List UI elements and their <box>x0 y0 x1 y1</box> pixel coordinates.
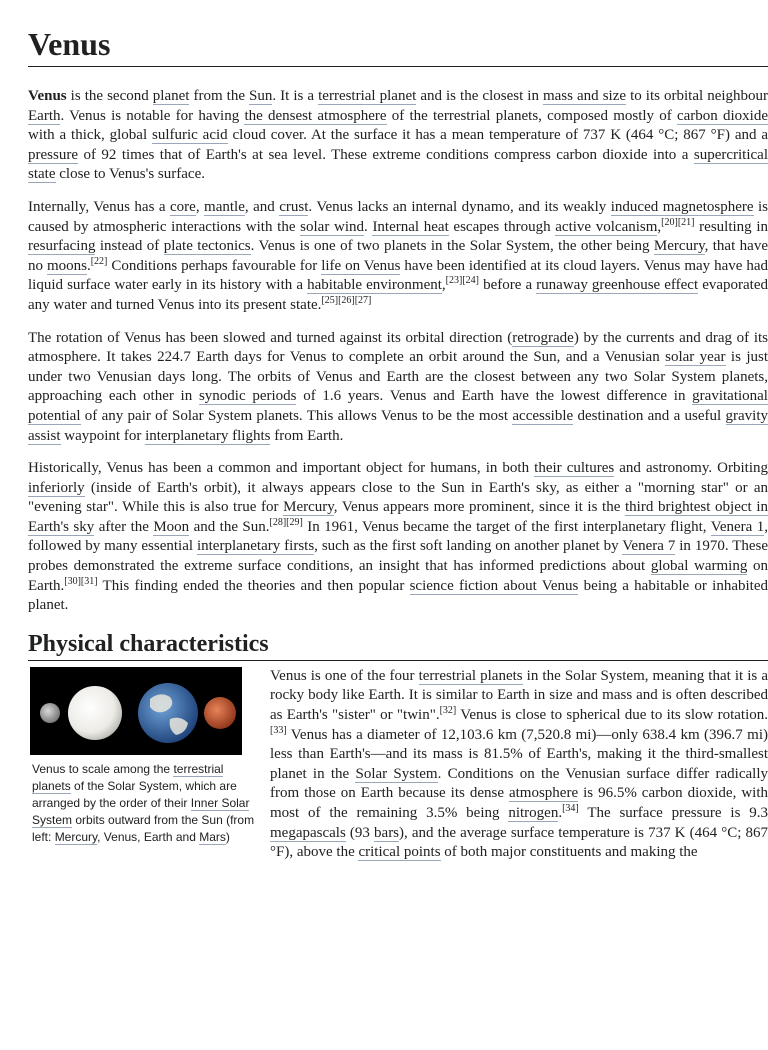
link-solar-wind[interactable]: solar wind <box>300 218 364 235</box>
link-megapascals[interactable]: megapascals <box>270 824 346 841</box>
link-sun[interactable]: Sun <box>249 88 273 104</box>
link-habitable-environment[interactable]: habitable environment <box>307 277 442 294</box>
link-bars[interactable]: bars <box>374 824 400 841</box>
mercury-icon <box>40 703 60 723</box>
link-interplanetary-flights[interactable]: interplanetary flights <box>145 427 271 444</box>
link-terrestrial-planets[interactable]: terrestrial planets <box>418 667 523 684</box>
link-solar-system[interactable]: Solar System <box>355 765 438 782</box>
link-runaway-greenhouse-effect[interactable]: runaway greenhouse effect <box>536 277 699 294</box>
planets-figure <box>28 667 260 846</box>
link-moon[interactable]: Moon <box>153 518 190 535</box>
page-title: Venus <box>28 26 768 67</box>
link-planet[interactable]: planet <box>152 88 190 104</box>
earth-icon <box>138 683 198 743</box>
link-retrograde[interactable]: retrograde <box>512 329 574 346</box>
link-mercury[interactable]: Mercury <box>283 499 334 516</box>
link-densest-atmosphere[interactable]: the densest atmosphere <box>244 107 387 124</box>
intro-paragraph-2: Internally, Venus has a core, mantle, and crust. Venus lacks an internal dynamo, and its weakly induced magnetosphere is caused by atmospheric interactions with the solar wind. Internal heat escapes through active volcanism,[20][21] resulting in resurfacing instead of plate tectonics. Venus is one of two planets in the Solar System, the other being Mercury, that have no moons.[22] Conditions perhaps favourable for life on Venus have been identified at its cloud layers. Venus may have had liquid surface water early in its history with a habitable environment,[23][24] before a runaway greenhouse effect evaporated any water and turned Venus into its present state.[25][26][27] <box>28 198 768 313</box>
link-inner-solar-system[interactable]: Inner Solar System <box>32 795 250 827</box>
link-venera-7[interactable]: Venera 7 <box>622 538 676 555</box>
intro-paragraph-1: Venus is the second planet from the Sun. It is a terrestrial planet and is the closest in mass and size to its orbital neighbour Earth. Venus is notable for having the densest atmosphere of the terrestrial planets, composed mostly of carbon dioxide with a thick, global sulfuric acid cloud cover. At the surface it has a mean temperature of 737 K (464 °C; 867 °F) and a pressure of 92 times that of Earth's at sea level. These extreme conditions compress carbon dioxide into a supercritical state close to Venus's surface. <box>28 88 768 183</box>
link-terrestrial-planets[interactable]: terrestrial planets <box>32 761 224 793</box>
link-synodic-periods[interactable]: synodic periods <box>198 388 297 405</box>
link-crust[interactable]: crust <box>279 198 309 215</box>
link-mercury[interactable]: Mercury <box>653 238 705 255</box>
planets-image[interactable] <box>30 667 242 755</box>
link-inferiorly[interactable]: inferiorly <box>28 479 85 496</box>
citation[interactable]: [30][31] <box>64 575 98 587</box>
venus-icon <box>68 686 122 740</box>
bold-term: Venus <box>28 88 67 104</box>
link-mercury[interactable]: Mercury <box>54 829 98 844</box>
link-mars[interactable]: Mars <box>199 829 226 844</box>
link-critical-points[interactable]: critical points <box>358 844 441 861</box>
link-solar-year[interactable]: solar year <box>665 349 726 366</box>
link-global-warming[interactable]: global warming <box>650 558 748 575</box>
article <box>28 26 768 863</box>
link-interplanetary-firsts[interactable]: interplanetary firsts <box>196 538 315 555</box>
link-core[interactable]: core <box>170 198 196 215</box>
link-mass-and-size[interactable]: mass and size <box>542 88 627 104</box>
link-carbon-dioxide[interactable]: carbon dioxide <box>676 107 768 124</box>
link-active-volcanism[interactable]: active volcanism <box>555 218 658 235</box>
link-earth[interactable]: Earth <box>28 107 61 124</box>
citation[interactable]: [20][21] <box>661 216 695 228</box>
link-accessible[interactable]: accessible <box>512 407 574 424</box>
citation[interactable]: [28][29] <box>269 516 303 528</box>
planets-illustration <box>30 667 242 755</box>
mars-icon <box>204 697 236 729</box>
section-heading: Physical characteristics <box>28 630 768 661</box>
link-internal-heat[interactable]: Internal heat <box>372 218 449 235</box>
link-sulfuric-acid[interactable]: sulfuric acid <box>151 127 228 144</box>
citation[interactable]: [25][26][27] <box>321 294 372 306</box>
link-moons[interactable]: moons <box>46 257 87 274</box>
citation[interactable]: [33] <box>270 724 287 736</box>
link-pressure[interactable]: pressure <box>28 146 78 163</box>
link-gravity-assist[interactable]: gravity assist <box>28 407 768 444</box>
citation[interactable]: [23][24] <box>445 275 479 287</box>
link-resurfacing[interactable]: resurfacing <box>28 238 96 255</box>
link-their-cultures[interactable]: their cultures <box>534 460 615 477</box>
citation[interactable]: [32] <box>439 705 457 717</box>
link-supercritical-state[interactable]: supercritical state <box>28 146 768 183</box>
link-induced-magnetosphere[interactable]: induced magnetosphere <box>610 198 754 215</box>
link-plate-tectonics[interactable]: plate tectonics <box>163 238 251 255</box>
intro-paragraph-3: The rotation of Venus has been slowed and turned against its orbital direction (retrograde) by the currents and drag of its atmosphere. It takes 224.7 Earth days for Venus to complete an orbit around the Sun, and a Venusian solar year is just under two Venusian days long. The orbits of Venus and Earth are the closest between any two Solar System planets, approaching each other in synodic periods of 1.6 years. Venus and Earth have the lowest difference in gravitational potential of any pair of Solar System planets. This allows Venus to be the most accessible destination and a useful gravity assist waypoint for interplanetary flights from Earth. <box>28 329 768 444</box>
link-science-fiction-about-venus[interactable]: science fiction about Venus <box>409 577 579 594</box>
link-nitrogen[interactable]: nitrogen <box>508 805 559 821</box>
link-mantle[interactable]: mantle <box>204 198 245 215</box>
link-atmosphere[interactable]: atmosphere <box>508 785 579 802</box>
link-life-on-venus[interactable]: life on Venus <box>321 257 401 274</box>
intro-paragraph-4: Historically, Venus has been a common and important object for humans, in both their cultures and astronomy. Orbiting inferiorly (inside of Earth's orbit), it always appears close to the Sun in Earth's sky, as either a "morning star" or an "evening star". While this is also true for Mercury, Venus appears more prominent, since it is the third brightest object in Earth's sky after the Moon and the Sun.[28][29] In 1961, Venus became the target of the first interplanetary flight, Venera 1, followed by many essential interplanetary firsts, such as the first soft landing on another planet by Venera 7 in 1970. These probes demonstrated the extreme surface conditions, an insight that has informed predictions about global warming on Earth.[30][31] This finding ended the theories and then popular science fiction about Venus being a habitable or inhabited planet. <box>28 460 768 614</box>
link-gravitational-potential[interactable]: gravitational potential <box>28 388 768 424</box>
link-terrestrial-planet[interactable]: terrestrial planet <box>318 88 417 104</box>
citation[interactable]: [34] <box>562 803 579 814</box>
link-third-brightest-object[interactable]: third brightest object in Earth's sky <box>28 499 768 535</box>
figure-caption: Venus to scale among the terrestrial planets of the Solar System, which are arranged by the order of their Inner Solar System orbits outward from the Sun (from left: Mercury, Venus, Earth and Mars) <box>32 761 255 844</box>
link-venera-1[interactable]: Venera 1 <box>710 518 765 535</box>
citation[interactable]: [22] <box>90 255 108 267</box>
section-paragraph-1: Venus is one of the four terrestrial planets in the Solar System, meaning that it is a rocky body like Earth. It is similar to Earth in size and mass and is often described as Earth's "sister" or "twin".[32] Venus is close to spherical due to its slow rotation.[33] Venus has a diameter of 12,103.6 km (7,520.8 mi)—only 638.4 km (396.7 mi) less than Earth's—and its mass is 81.5% of Earth's, making it the third-smallest planet in the Solar System. Conditions on the Venusian surface differ radically from those on Earth because its dense atmosphere is 96.5% carbon dioxide, with most of the remaining 3.5% being nitrogen.[34] The surface pressure is 9.3 megapascals (93 bars), and the average surface temperature is 737 K (464 °C; 867 °F), above the critical points of both major constituents and making the <box>270 667 768 861</box>
